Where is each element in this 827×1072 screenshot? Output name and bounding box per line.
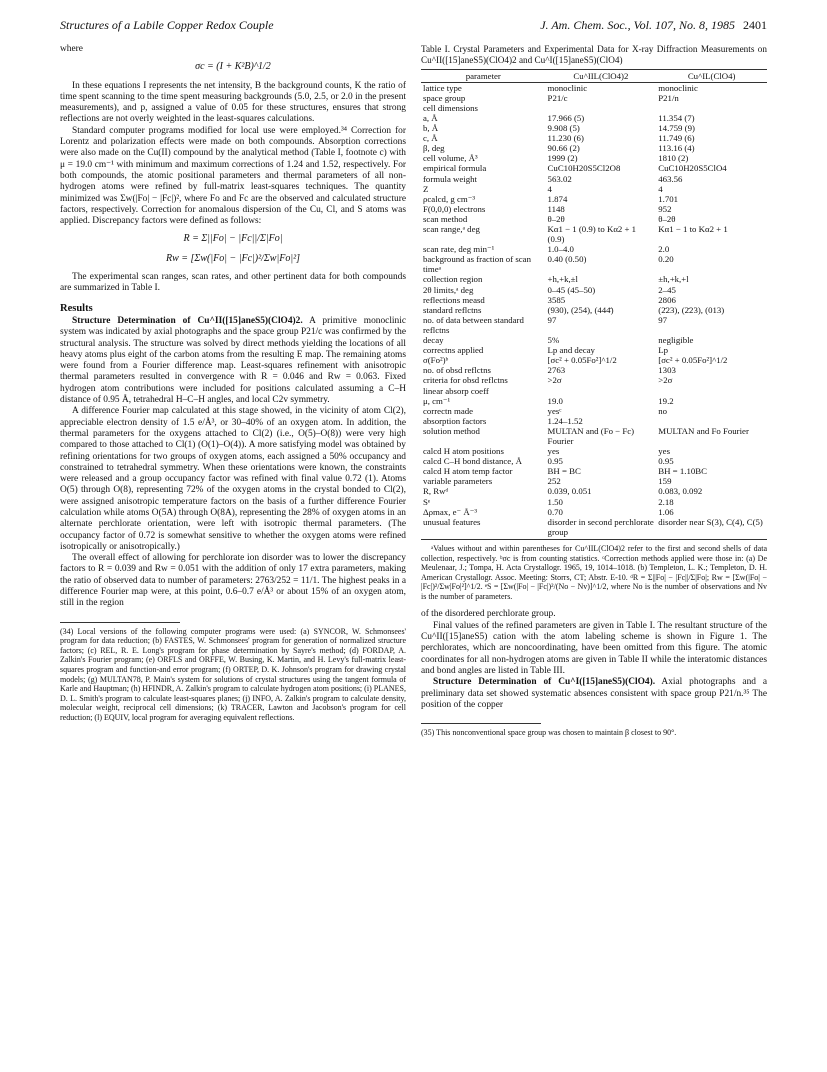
value-cell: θ–2θ [547,213,565,224]
value-cell: 952 [658,203,672,214]
table-row [421,497,767,507]
parameter-cell: Sᵉ [423,496,431,507]
value-cell: 1.24–1.52 [547,415,583,426]
value-cell: 90.66 (2) [547,143,580,154]
journal-citation [540,18,767,33]
parameter-cell: cell dimensions [423,102,478,113]
value-cell: 11.749 (6) [658,133,695,144]
parameter-cell: β, deg [423,143,445,154]
parameter-cell: σ(Fo²)ᵇ [423,355,449,366]
value-cell: 563.02 [547,173,572,184]
table-row [421,194,767,204]
subsection-heading: Structure Determination of Cu^I([15]aneS5)(ClO4). [433,677,656,688]
value-cell: 5% [547,335,560,346]
table-row [421,82,767,93]
value-cell: CuC10H20S5Cl2O8 [547,163,621,174]
table-row [421,375,767,385]
parameter-cell: calcd H atom positions [423,446,504,457]
table-row [421,285,767,295]
parameter-cell: R, Rwᵈ [423,486,449,497]
parameter-cell: calcd H atom temp factor [423,466,513,477]
value-cell: BH = 1.10BC [658,466,707,477]
footnote-35: (35) This nonconventional space group was chosen to maintain β closest to 90°. [421,728,677,738]
parameter-cell: calcd C–H bond distance, Å [423,456,522,467]
parameter-cell: collection region [423,274,483,285]
table-row [421,486,767,496]
table-row [421,224,767,244]
table-row [421,456,767,466]
running-title: Structures of a Labile Copper Redox Couple [60,18,274,32]
value-cell: 159 [658,476,672,487]
paragraph [60,316,406,406]
parameter-cell: ρcalcd, g cm⁻³ [423,193,475,204]
value-cell [656,386,767,396]
paragraph-text: Axial photographs and a preliminary data set showed systematic absences consistent with space group P21/n.³⁵ The position of the copper [421,677,768,710]
paragraph: A difference Fourier map calculated at this stage showed, in the vicinity of atom Cl(2), appreciable electron density of 1.5 e/Å³, or 30–40% of an oxygen atom. In addition, the thermal parameters for the oxygens attached to Cl(2) (i.e., O(5)–O(8)) were very high compared to those attached to Cl(1) (O(1)–O(4)). A more satisfying model was obtained by refining orientations for two groups of oxygen atoms, each assigned a 50% occupancy and constrained to tetrahedral symmetry. When these orientations were known, the constraints were released and a group occupancy factor was refined with final value 0.72 (1). Atoms O(5) through O(8), representing 72% of the oxygen atoms in the crystal bonded to Cl(2), were assigned anisotropic temperature factors on the basis of a further difference Fourier calculation while atoms O(5A) through O(8A), representing the 28% of oxygen atoms in an alternate perchlorate orientation, were left with isotropic thermal parameters. (The occupancy factor of 0.72 is somewhat sensitive to whether the oxygen atoms were refined isotropically or anisotropically.) [60,406,406,552]
value-cell: negligible [658,335,694,346]
column-header: Cu^IIL(ClO4)2 [546,69,657,82]
value-cell: (2̄23), (2̄23), (013) [658,304,725,315]
value-cell [656,416,767,426]
paragraph [421,677,767,711]
value-cell: >2σ [547,375,562,386]
value-cell: 19.0 [547,395,563,406]
table-row [421,295,767,305]
table-row [421,466,767,476]
value-cell: +h,+k,±l [547,274,578,285]
table-row [421,143,767,153]
parameter-cell: no. of data between standard reflctns [423,314,524,335]
table-row [421,214,767,224]
value-cell: θ–2θ [658,213,676,224]
value-cell: 463.56 [658,173,683,184]
parameter-cell: c, Å [423,133,438,144]
parameter-cell: decay [423,335,444,346]
parameter-cell: no. of obsd reflctns [423,365,491,376]
table-row [421,133,767,143]
parameter-cell: cell volume, Å³ [423,153,478,164]
table-row [421,103,767,113]
value-cell: 2.0 [658,244,670,255]
paragraph: The overall effect of allowing for perchlorate ion disorder was to lower the discrepancy factors to R = 0.039 and Rw = 0.051 with the addition of only 17 extra parameters, making the ratio of observed data to number of parameters: 2763/252 = 11/1. The highest peaks in a difference Fourier map were, at this point, 0.6–0.7 e/Å³ or about 15% of an oxygen atom, still in the region [60,553,406,609]
table-row [421,113,767,123]
paragraph: of the disordered perchlorate group. [421,609,556,620]
parameter-cell: μ, cm⁻¹ [423,395,451,406]
table-row [421,305,767,315]
value-cell: Lp and decay [547,345,595,356]
parameter-cell: 2θ limits,ᵃ deg [423,284,474,295]
value-cell: 2763 [547,365,566,376]
parameter-cell: scan range,ᵃ deg [423,224,480,234]
value-cell: yes [658,446,670,457]
value-cell: 0.95 [658,456,674,467]
value-cell: P21/c [547,92,568,103]
table-row [421,476,767,486]
value-cell: BH = BC [547,466,581,477]
paragraph: In these equations I represents the net intensity, B the background counts, K the ratio of time spent scanning to the time spent measuring backgrounds (5.0, 2.5, or 2.0 in the present measurements), and p, assigned a value of 0.05 for these structures, ensures that strong reflections are not overly weighted in the least-squares calculations. [60,80,406,125]
parameter-cell: Z [423,183,429,194]
parameter-cell: a, Å [423,112,438,123]
parameter-cell: scan rate, deg min⁻¹ [423,244,495,255]
value-cell: 0.039, 0.051 [547,486,592,497]
value-cell: Kα1 − 1 (0.9) to Kα2 + 1 (0.9) [547,224,637,245]
value-cell [656,103,767,113]
value-cell: 2806 [658,294,676,305]
value-cell: 1999 (2) [547,153,578,164]
table-row [421,93,767,103]
value-cell: [σc² + 0.05Fo²]^1/2 [547,355,617,366]
value-cell: 1810 (2) [658,153,689,164]
value-cell: 97 [547,314,557,325]
column-header: Cu^IL(ClO4) [656,69,767,82]
table-row [421,204,767,214]
value-cell: 11.354 (7) [658,112,695,123]
table-row [421,365,767,375]
parameter-cell: solution method [423,425,480,436]
table-row [421,315,767,335]
page-number: 2401 [743,18,767,32]
parameter-cell: standard reflctns [423,304,482,315]
paragraph: The experimental scan ranges, scan rates, and other pertinent data for both compounds are summarized in Table I. [60,272,406,294]
value-cell: 0.083, 0.092 [658,486,703,497]
running-header [60,18,767,34]
value-cell: 1.06 [658,506,674,517]
value-cell: 14.759 (9) [658,123,695,134]
table-body [421,82,767,539]
value-cell: Kα1 − 1 to Kα2 + 1 [658,224,728,234]
table-row [421,163,767,173]
subsection-heading: Structure Determination of Cu^II([15]aneS5)(ClO4)2. [72,315,303,326]
table-header-row [421,69,767,82]
parameter-cell: background as fraction of scan timeᵃ [423,254,531,275]
paragraph-text: A primitive monoclinic system was indicated by axial photographs and the space group P21/c was confirmed by the structural analysis. The structure was solved by direct methods yielding the locations of all heavy atoms plus eight of the carbon atoms from the resulting E map. The remaining atoms were found from a Fourier difference map. Least-squares refinement with anisotropic thermal parameters resulted in convergence with R = 0.046 and Rw = 0.063. Fixed hydrogen atom contributions were included for positions calculated assuming a C–H distance of 0.95 Å, tetrahedral H–C–H angles, and local C2v symmetry. [60,315,406,406]
parameter-cell: criteria for obsd reflctns [423,375,508,386]
value-cell: disorder in second perchlorate group [546,517,657,540]
left-column [60,44,406,723]
table-row [421,446,767,456]
value-cell: yes [547,446,560,457]
equation-r: R = Σ||Fo| − |Fc||/Σ|Fo| [183,233,283,245]
value-cell: monoclinic [547,82,588,93]
parameter-cell: variable parameters [423,476,493,487]
section-heading-results: Results [60,302,93,314]
table-row [421,274,767,284]
crystal-parameters-table [421,69,767,540]
parameter-cell: formula weight [423,173,477,184]
value-cell: Lp [658,345,669,356]
table-caption: Table I. Crystal Parameters and Experimental Data for X-ray Diffraction Measurements on Cu^II([15]aneS5)(ClO4)2 and Cu^I([15]aneS5)(ClO4) [421,44,767,65]
value-cell: 1.874 [547,193,568,204]
paragraph: Standard computer programs modified for local use were employed.³⁴ Correction for Lorentz and polarization effects were made on both compounds. Absorption corrections were also made on the Cu(II) compound by the analytical method (Table I, footnote c) with μ = 19.0 cm⁻¹ with minimum and maximum corrections of 1.24 and 1.52, respectively. For both compounds, the atomic positional parameters and thermal parameters of all non-hydrogen atoms were refined by full-matrix least-squares techniques. The quantity minimized was Σw(|Fo| − |Fc|)², where Fo and Fc are the observed and calculated structure factors, respectively. Correction for anomalous dispersion of the Cu, Cl, and S atoms was applied. Discrepancy factors were defined as follows: [60,125,406,227]
value-cell: 0–45 (45–50) [547,284,596,295]
value-cell: no [658,405,668,416]
table-row [421,184,767,194]
value-cell: 19.2 [658,395,674,406]
value-cell: 2–45 [658,284,676,295]
parameter-cell: absorption factors [423,415,487,426]
value-cell: CuC10H20S5ClO4 [658,163,727,174]
table-row [421,123,767,133]
table-row [421,396,767,406]
journal-name: J. Am. Chem. Soc., Vol. 107, No. 8, 1985 [540,18,735,32]
value-cell [546,103,657,113]
parameter-cell: Δρmax, e⁻ Å⁻³ [423,506,477,517]
value-cell: 0.40 (0.50) [547,254,587,265]
value-cell: 0.95 [547,456,563,467]
value-cell: 1.0–4.0 [547,244,574,255]
value-cell: 17.966 (5) [547,112,585,123]
table-row [421,406,767,416]
value-cell: MULTAN and (Fo − Fc) Fourier [547,425,635,446]
parameter-cell: reflections measd [423,294,485,305]
parameter-cell: scan method [423,213,468,224]
value-cell: 0.20 [658,254,674,265]
parameter-cell: space group [423,92,466,103]
table-row [421,174,767,184]
value-cell: P21/n [658,92,679,103]
where-text: where [60,44,83,54]
table-row [421,355,767,365]
value-cell: 4 [658,183,663,194]
value-cell: 3585 [547,294,566,305]
value-cell: 1303 [658,365,676,376]
footnote-rule [60,622,180,623]
parameter-cell: linear absorp coeff [423,385,489,396]
table-row [421,254,767,274]
table-row [421,335,767,345]
value-cell: 9.908 (5) [547,123,580,134]
paragraph: Final values of the refined parameters are given in Table I. The resultant structure of the Cu^II([15]aneS5) cation with the atom labeling scheme is shown in Figure 1. The perchlorates, which are noncoordinating, have been omitted from this figure. The atomic coordinates for all non-hydrogen atoms are given in Table II while the interatomic distances and bond angles are listed in Table III. [421,620,767,676]
table-row [421,426,767,446]
value-cell: disorder near S(3), C(4), C(5) [656,517,767,540]
table-row [421,386,767,396]
value-cell: 252 [547,476,561,487]
value-cell: 1.50 [547,496,563,507]
value-cell: yesᶜ [547,405,562,416]
value-cell: ±h,+k,+l [658,274,689,285]
value-cell: 1148 [547,203,565,214]
equation-sigma: σc = (I + K²B)^1/2 [195,61,271,73]
parameter-cell: unusual features [421,517,546,540]
value-cell: 113.16 (4) [658,143,695,154]
value-cell: 4 [547,183,552,194]
table-row [421,345,767,355]
value-cell: 97 [658,314,668,325]
table-row [421,153,767,163]
value-cell: monoclinic [658,82,698,93]
parameter-cell: b, Å [423,123,439,134]
footnote-rule [421,723,541,724]
value-cell [546,386,657,396]
table-footnote: ᵃValues without and within parentheses for Cu^IIL(ClO4)2 refer to the first and second shells of data collection, respectively. ᵇσc is from counting statistics. ᶜCorrection methods applied were those in: (a) De Meulenaar, J.; Tompa, H. Acta Crystallogr. 1965, 19, 1014–1018. (b) Templeton, L. K.; Templeton, D. H. American Crystallogr. Assoc. Meeting: Storrs, CT; Abstr. E-10. ᵈR = Σ||Fo| − |Fc||/Σ|Fo|; Rw = [Σw(|Fo| − |Fc|)²/Σw|Fo|²]^1/2. ᵉS = [Σw(|Fo| − |Fc|)²/(No − Nv)]^1/2, where No is the number of observations and Nv is the number of parameters. [421,543,767,601]
value-cell: 11.230 (6) [547,133,584,144]
value-cell: 1.701 [658,193,679,204]
value-cell: (930), (254), (444̄) [547,304,614,315]
column-header: parameter [421,69,546,82]
table-row [421,244,767,254]
value-cell: 2.18 [658,496,674,507]
table-row [421,507,767,517]
value-cell: >2σ [658,375,673,386]
parameter-cell: F(0,0,0) electrons [423,203,486,214]
value-cell: 0.70 [547,506,563,517]
right-column [421,44,767,738]
table-row [421,517,767,540]
parameter-cell: correctns applied [423,345,484,356]
footnote-34: (34) Local versions of the following computer programs were used: (a) SYNCOR, W. Schmonsees' program for data reduction; (b) FASTES, W. Schmonsees' program for generation of normalized structure factors; (c) REL, R. E. Long's program for phase determination by Sayre's method; (d) FORDAP, A. Zalkin's Fourier program; (e) ORFLS and ORFFE, W. Busing, K. Martin, and H. Levy's full-matrix least-squares program and function-and error program; (f) ORTEP, D. K. Johnson's program for drawing crystal models; (g) MULTAN78, P. Main's system for solutions of crystal structures using the tangent formula of Karle and Hauptman; (h) HFINDR, A. Zalkin's program to calculate hydrogen atom positions; (i) PLANES, D. L. Smith's program to calculate least-squares planes; (j) INFO, A. Zalkin's program to calculate density, molecular weight, reciprocal cell dimensions; (k) TRACER, Lawton and Jacobson's program for cell reduction; (l) EQUIV, local program for averaging equivalent reflections. [60,626,406,722]
equation-rw: Rw = [Σw(|Fo| − |Fc|)²/Σw|Fo|²] [166,252,300,264]
parameter-cell: lattice type [423,82,462,93]
table-row [421,416,767,426]
parameter-cell: empirical formula [423,163,487,174]
parameter-cell: correctn made [423,405,474,416]
value-cell: [σc² + 0.05Fo²]^1/2 [658,355,728,366]
value-cell: MULTAN and Fo Fourier [658,425,749,436]
